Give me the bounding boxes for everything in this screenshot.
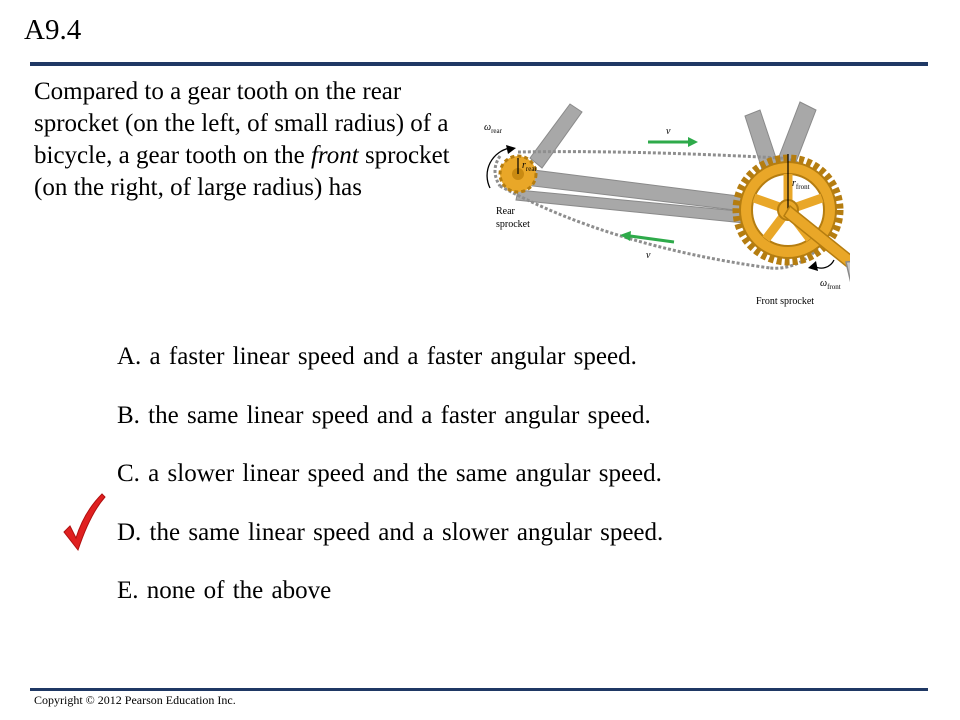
answer-list xyxy=(117,340,663,633)
v-bottom-label: v xyxy=(646,250,651,261)
answer-c[interactable]: C. a slower linear speed and the same angular speed. xyxy=(117,460,662,487)
checkmark-icon xyxy=(62,492,106,552)
bicycle-sprocket-figure xyxy=(470,96,850,316)
question-text xyxy=(34,76,454,204)
omega-front-arrowhead xyxy=(808,261,818,271)
bottom-divider xyxy=(30,688,928,691)
front-sprocket-label: Front sprocket xyxy=(756,296,815,307)
rear-sprocket-label-1: Rear xyxy=(496,206,515,217)
omega-front-label: $\omega_{front}$ xyxy=(820,278,841,291)
slide-label: A9.4 xyxy=(24,14,82,46)
answer-b[interactable]: B. the same linear speed and a faster angular speed. xyxy=(117,401,651,429)
answer-a[interactable]: A. a faster linear speed and a faster angular speed. xyxy=(117,343,637,370)
question-part-1: Compared to a gear tooth on the rear sprocket (on the left, of small radius) of a bicycle, a gear tooth on the xyxy=(34,78,449,169)
rear-sprocket xyxy=(500,156,536,192)
question-part-2: sprocket (on the right, of large radius) has xyxy=(34,142,450,201)
r-front-label: $r_{front}$ xyxy=(792,178,810,191)
omega-rear-arrowhead xyxy=(506,145,516,154)
r-rear-label: $r_{rear}$ xyxy=(522,160,537,173)
copyright-text: Copyright © 2012 Pearson Education Inc. xyxy=(34,693,236,707)
top-divider xyxy=(30,62,928,66)
answer-d[interactable]: D. the same linear speed and a slower angular speed. xyxy=(117,518,664,546)
question-emphasis: front xyxy=(310,142,359,169)
omega-rear-label: $\omega_{rear}$ xyxy=(484,122,502,135)
v-top-label: v xyxy=(666,126,671,137)
answer-e[interactable]: E. none of the above xyxy=(117,577,332,604)
rear-sprocket-label-2: sprocket xyxy=(496,219,530,230)
